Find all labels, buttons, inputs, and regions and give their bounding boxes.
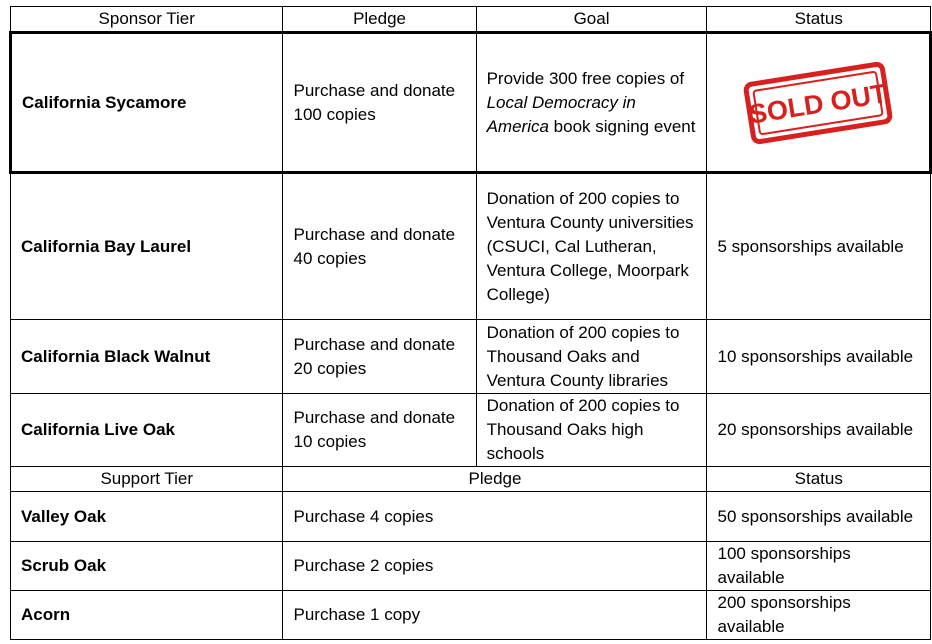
- status-text: 100 sponsorships available: [707, 542, 931, 591]
- tier-name: California Black Walnut: [11, 320, 283, 394]
- support-status-header: Status: [707, 467, 931, 492]
- status-text: 50 sponsorships available: [707, 492, 931, 542]
- pledge-text: Purchase 2 copies: [283, 542, 707, 591]
- goal-text-part: Provide 300 free copies of: [486, 68, 685, 88]
- sold-out-stamp-graphic: [742, 60, 894, 146]
- support-header-row: [11, 467, 931, 492]
- pledge-text: Purchase 4 copies: [283, 492, 707, 542]
- status-header: Status: [707, 7, 931, 33]
- tier-name: California Live Oak: [11, 394, 283, 467]
- sponsor-tier-header: Sponsor Tier: [11, 7, 283, 33]
- tier-name: Valley Oak: [11, 492, 283, 542]
- sponsor-row-california-live-oak: [11, 394, 931, 467]
- goal-header: Goal: [476, 7, 707, 33]
- goal-text: Donation of 200 copies to Thousand Oaks and Ventura County libraries: [476, 320, 707, 394]
- pledge-text: Purchase and donate 40 copies: [283, 173, 476, 320]
- book-title: Local Democracy in America: [486, 92, 636, 136]
- status-text: 5 sponsorships available: [707, 173, 931, 320]
- support-row-acorn: [11, 591, 931, 640]
- sponsorship-table: [9, 6, 932, 640]
- pledge-text: Purchase and donate 10 copies: [283, 394, 476, 467]
- sold-out-stamp: [717, 71, 919, 135]
- goal-text-part: book signing event: [548, 116, 696, 136]
- pledge-text: Purchase 1 copy: [283, 591, 707, 640]
- support-row-scrub-oak: [11, 542, 931, 591]
- status-text: 10 sponsorships available: [707, 320, 931, 394]
- sponsor-row-california-sycamore: [11, 33, 931, 173]
- goal-text: Donation of 200 copies to Ventura County universities (CSUCI, Cal Lutheran, Ventura College, Moorpark College): [476, 173, 707, 320]
- goal-text: Donation of 200 copies to Thousand Oaks high schools: [476, 394, 707, 467]
- tier-name: Acorn: [11, 591, 283, 640]
- tier-name: California Sycamore: [11, 33, 283, 173]
- pledge-text: Purchase and donate 100 copies: [283, 33, 476, 173]
- pledge-header: Pledge: [283, 7, 476, 33]
- pledge-text: Purchase and donate 20 copies: [283, 320, 476, 394]
- status-cell: [707, 33, 931, 173]
- support-row-valley-oak: [11, 492, 931, 542]
- stamp-label: SOLD OUT: [747, 77, 890, 130]
- sponsor-header-row: [11, 7, 931, 33]
- status-text: 20 sponsorships available: [707, 394, 931, 467]
- sponsor-row-california-black-walnut: [11, 320, 931, 394]
- support-tier-header: Support Tier: [11, 467, 283, 492]
- tier-name: Scrub Oak: [11, 542, 283, 591]
- goal-text: [476, 33, 707, 173]
- tier-name: California Bay Laurel: [11, 173, 283, 320]
- sponsor-row-california-bay-laurel: [11, 173, 931, 320]
- status-text: 200 sponsorships available: [707, 591, 931, 640]
- support-pledge-header: Pledge: [283, 467, 707, 492]
